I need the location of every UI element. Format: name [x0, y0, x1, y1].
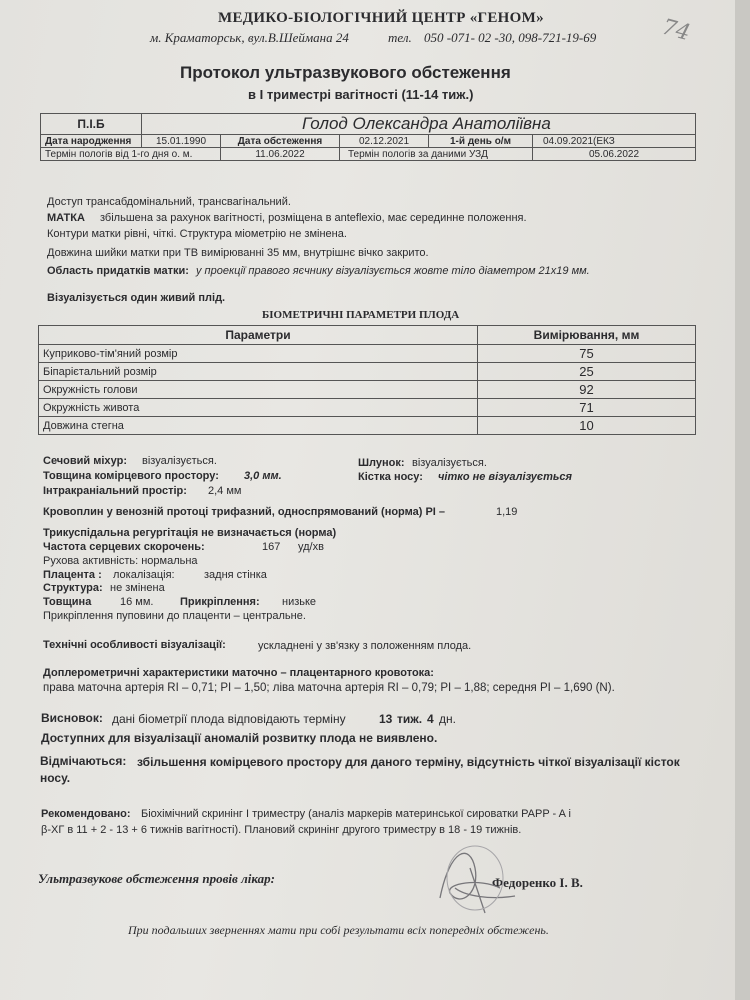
placenta-label: Плацента : [43, 569, 102, 581]
col-value-header: Вимірювання, мм [478, 326, 696, 345]
param-name: Довжина стегна [39, 417, 478, 435]
page-edge [735, 0, 750, 1000]
adnexa-label: Область придатків матки: [47, 265, 189, 277]
hr-unit: уд/хв [298, 541, 324, 553]
conclusion-weeks: 13 [379, 712, 393, 726]
yolk-label: Сечовий міхур: [43, 455, 128, 467]
param-value: 25 [478, 363, 696, 381]
dv-value: 1,19 [496, 506, 518, 518]
conclusion-text: дані біометрії плода відповідають терміну [112, 712, 346, 726]
placenta-loc-label: локалізація: [113, 569, 175, 581]
table-row [39, 381, 696, 399]
dv-label: Кровоплин у венозній протоці трифазний, односпрямований (норма) PI – [43, 506, 446, 518]
tech-value: ускладнені у зв'язку з положенням плода. [258, 640, 472, 652]
conclusion-weeks-unit: тиж. [397, 712, 423, 726]
stomach-label: Шлунок: [358, 457, 405, 469]
nasal-value: чітко не візуалізується [438, 471, 572, 483]
doctor-signature [430, 838, 520, 918]
param-name: Біпарієтальний розмір [39, 363, 478, 381]
due-us-value: 05.06.2022 [533, 148, 696, 161]
page-title: Протокол ультразвукового обстеження [180, 63, 511, 82]
dob-value: 15.01.1990 [142, 135, 221, 148]
structure-label: Структура: [43, 582, 103, 594]
param-value: 71 [478, 399, 696, 417]
lmp-label: 1-й день о/м [429, 135, 533, 148]
contours-line: Контури матки рівні, чіткі. Структура міометрію не змінена. [47, 228, 347, 240]
param-name: Куприково-тім'яний розмір [39, 345, 478, 363]
ic-label: Інтракраніальний простір: [43, 485, 187, 497]
recommend-text-cont: β-ХГ в 11 + 2 - 13 + 6 тижнів вагітності). Плановий скринінг другого триместру в 18 - 19 тижнів. [41, 824, 522, 836]
adnexa-text: у проекції правого яєчнику візуалізується жовте тіло діаметром 21х19 мм. [196, 265, 590, 277]
page-subtitle: в І триместрі вагітності (11-14 тиж.) [248, 87, 474, 102]
uterus-text: збільшена за рахунок вагітності, розміщена в anteflexio, має серединне положення. [100, 212, 527, 224]
patient-table [40, 113, 696, 161]
table-row [39, 417, 696, 435]
center-phones: 050 -071- 02 -30, 098-721-19-69 [424, 30, 597, 45]
due-lmp-label: Термін пологів від 1-го дня о. м. [41, 148, 221, 161]
hr-label: Частота серцевих скорочень: [43, 541, 205, 553]
uterus-label: МАТКА [47, 212, 85, 224]
table-row [39, 345, 696, 363]
lmp-value: 04.09.2021(ЕКЗ [533, 135, 696, 148]
hr-value: 167 [262, 541, 281, 553]
ic-value: 2,4 мм [208, 485, 242, 497]
thickness-value: 16 мм. [120, 596, 154, 608]
due-lmp-value: 11.06.2022 [221, 148, 340, 161]
center-name: МЕДИКО-БІОЛОГІЧНИЙ ЦЕНТР «ГЕНОМ» [218, 10, 544, 26]
doctor-name: Федоренко І. В. [492, 875, 583, 890]
param-value: 10 [478, 417, 696, 435]
yolk-value: візуалізується. [142, 455, 217, 467]
noted-text: збільшення комірцевого простору для даного терміну, відсутність чіткої візуалізації кісток [137, 755, 680, 769]
due-us-label: Термін пологів за даними УЗД [340, 148, 533, 161]
doppler-text: права маточна артерія RI – 0,71; PI – 1,50; ліва маточна артерія RI – 0,79; PI – 1,88; середня PI – 1,690 (N). [43, 682, 615, 694]
tech-label: Технічні особливості візуалізації: [43, 639, 226, 651]
param-value: 75 [478, 345, 696, 363]
nt-value: 3,0 мм. [244, 470, 282, 482]
dob-label: Дата народження [41, 135, 142, 148]
structure-value: не змінена [110, 582, 165, 594]
nt-label: Товщина комірцевого простору: [43, 470, 219, 482]
recommend-text: Біохімічний скринінг І триместру (аналіз маркерів материнської сироватки PAPP - A і [141, 808, 571, 820]
doctor-label: Ультразвукове обстеження провів лікар: [38, 871, 275, 886]
stomach-value: візуалізується. [412, 457, 487, 469]
pib-label: П.І.Б [41, 114, 142, 135]
anomalies-line: Доступних для візуалізації аномалій розвитку плода не виявлено. [41, 731, 438, 745]
cord-line: Прикріплення пуповини до плаценти – центральне. [43, 610, 306, 622]
fetus-line: Візуалізується один живий плід. [47, 292, 226, 304]
param-value: 92 [478, 381, 696, 399]
exam-date-label: Дата обстеження [221, 135, 340, 148]
cervix-line: Довжина шийки матки при ТВ вимірюванні 35 мм, внутрішнє вічко закрито. [47, 247, 429, 259]
attach-value: низьке [282, 596, 317, 608]
param-name: Окружність голови [39, 381, 478, 399]
thickness-label: Товщина [43, 596, 92, 608]
conclusion-label: Висновок: [41, 711, 103, 725]
placenta-loc-value: задня стінка [204, 569, 267, 581]
tr-line: Трикуспідальна регургітація не визначається (норма) [43, 527, 337, 539]
noted-label: Відмічаються: [40, 754, 127, 768]
biometry-table [38, 325, 696, 435]
center-address: м. Краматорськ, вул.В.Шеймана 24 [150, 30, 349, 45]
doppler-title: Доплерометричні характеристики маточно – плацентарного кровотока: [43, 667, 434, 679]
table-row [39, 399, 696, 417]
biometry-title: БІОМЕТРИЧНІ ПАРАМЕТРИ ПЛОДА [262, 309, 460, 321]
attach-label: Прикріплення: [180, 596, 260, 608]
patient-name: Голод Олександра Анатоліївна [142, 114, 696, 135]
recommend-label: Рекомендовано: [41, 808, 131, 820]
noted-text-cont: носу. [40, 771, 71, 785]
table-row [39, 363, 696, 381]
param-name: Окружність живота [39, 399, 478, 417]
access-line: Доступ трансабдомінальний, трансвагінальний. [47, 196, 291, 208]
motor-line: Рухова активність: нормальна [43, 555, 198, 567]
exam-date-value: 02.12.2021 [340, 135, 429, 148]
tel-label: тел. [388, 30, 412, 45]
conclusion-days-unit: дн. [439, 712, 456, 726]
footer-note: При подальших зверненнях мати при собі результати всіх попередніх обстежень. [128, 923, 549, 937]
nasal-label: Кістка носу: [358, 471, 423, 483]
margin-mark: 74 [659, 14, 693, 47]
conclusion-days: 4 [427, 712, 434, 726]
col-param-header: Параметри [39, 326, 478, 345]
